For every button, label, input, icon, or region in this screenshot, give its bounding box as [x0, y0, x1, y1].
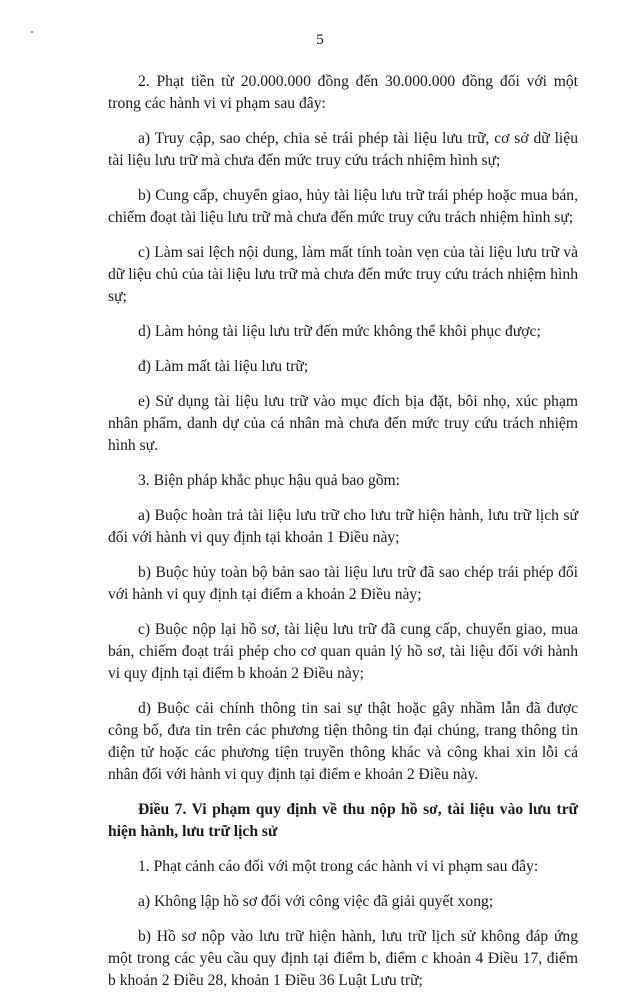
document-body [108, 71, 578, 1005]
paragraph: 2. Phạt tiền từ 20.000.000 đồng đến 30.000.000 đồng đối với một trong các hành vi vi phạm sau đây: [108, 73, 578, 112]
paragraph: b) Cung cấp, chuyển giao, hủy tài liệu lưu trữ trái phép hoặc mua bán, chiếm đoạt tài liệu lưu trữ mà chưa đến mức truy cứu trách nhiệm hình sự; [108, 187, 578, 226]
paragraph: 3. Biện pháp khắc phục hậu quả bao gồm: [138, 472, 400, 489]
paragraph: đ) Làm mất tài liệu lưu trữ; [138, 358, 309, 375]
paragraph: d) Làm hỏng tài liệu lưu trữ đến mức không thể khôi phục được; [138, 323, 541, 340]
paragraph: b) Hồ sơ nộp vào lưu trữ hiện hành, lưu trữ lịch sử không đáp ứng một trong các yêu cầu quy định tại điểm b, điểm c khoản 4 Điều 17, điểm b khoản 2 Điều 28, khoản 1 Điều 36 Luật Lưu trữ; [108, 928, 578, 989]
paragraph: 1. Phạt cảnh cáo đối với một trong các hành vi vi phạm sau đây: [138, 858, 539, 875]
paragraph: a) Buộc hoàn trả tài liệu lưu trữ cho lưu trữ hiện hành, lưu trữ lịch sử đối với hành vi quy định tại khoản 1 Điều này; [108, 507, 578, 546]
paragraph: b) Buộc hủy toàn bộ bản sao tài liệu lưu trữ đã sao chép trái phép đối với hành vi quy định tại điểm a khoản 2 Điều này; [108, 564, 578, 603]
paragraph: c) Làm sai lệch nội dung, làm mất tính toàn vẹn của tài liệu lưu trữ và dữ liệu chủ của tài liệu lưu trữ mà chưa đến mức truy cứu trách nhiệm hình sự; [108, 244, 578, 305]
paragraph: d) Buộc cải chính thông tin sai sự thật hoặc gây nhầm lẫn đã được công bố, đưa tin trên các phương tiện thông tin đại chúng, trang thông tin điện tử hoặc các phương tiện truyền thông khác và công khai xin lỗi cá nhân đối với hành vi quy định tại điểm e khoản 2 Điều này. [108, 700, 578, 783]
paragraph: a) Truy cập, sao chép, chia sẻ trái phép tài liệu lưu trữ, cơ sở dữ liệu tài liệu lưu trữ mà chưa đến mức truy cứu trách nhiệm hình sự; [108, 130, 578, 169]
article-heading: Điều 7. Vi phạm quy định về thu nộp hồ sơ, tài liệu vào lưu trữ hiện hành, lưu trữ lịch sử [108, 801, 578, 840]
paragraph: a) Không lập hồ sơ đối với công việc đã giải quyết xong; [138, 893, 494, 910]
paragraph: c) Buộc nộp lại hồ sơ, tài liệu lưu trữ đã cung cấp, chuyển giao, mua bán, chiếm đoạt trái phép cho cơ quan quản lý hồ sơ, tài liệu đối với hành vi quy định tại điểm b khoản 2 Điều này; [108, 621, 578, 682]
paragraph: e) Sử dụng tài liệu lưu trữ vào mục đích bịa đặt, bôi nhọ, xúc phạm nhân phẩm, danh dự của cá nhân mà chưa đến mức truy cứu trách nhiệm hình sự. [108, 393, 578, 454]
page-number: 5 [316, 32, 324, 48]
